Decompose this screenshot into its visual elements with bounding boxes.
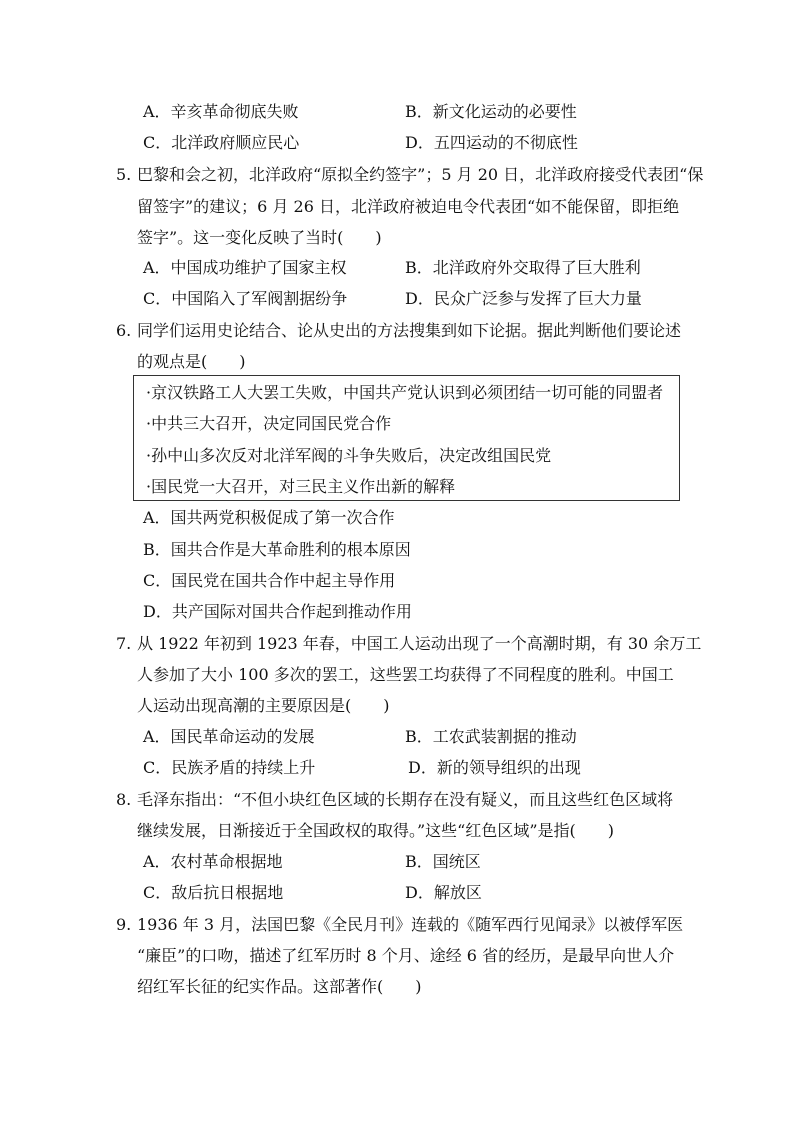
q9-stem-line-2: “廉臣”的口吻，描述了红军历时 8 个月、途经 6 省的经历，是最早向世人介	[137, 946, 675, 965]
q9-stem-line-3: 绍红军长征的纪实作品。这部著作( )	[137, 977, 422, 996]
q9-stem-line-1: 1936 年 3 月，法国巴黎《全民月刊》连载的《随军西行见闻录》以被俘军医	[137, 915, 684, 934]
q6-stem-line-1: 同学们运用史论结合、论从史出的方法搜集到如下论据。据此判断他们要论述	[137, 321, 682, 340]
q7-stem-line-3: 人运动出现高潮的主要原因是( )	[137, 696, 390, 715]
q8-stem-line-1: 毛泽东指出：“不但小块红色区域的长期存在没有疑义，而且这些红色区域将	[137, 790, 674, 809]
q5-option-d: D．民众广泛参与发挥了巨大力量	[405, 289, 642, 308]
q4-option-b: B．新文化运动的必要性	[405, 102, 577, 121]
q8-stem-line-2: 继续发展，日渐接近于全国政权的取得。”这些“红色区域”是指( )	[137, 821, 615, 840]
q6-number: 6.	[116, 321, 132, 340]
q8-number: 8.	[116, 790, 132, 809]
q5-stem-line-1: 巴黎和会之初，北洋政府“原拟全约签字”；5 月 20 日，北洋政府接受代表团“保	[137, 165, 704, 184]
q5-stem-line-2: 留签字”的建议；6 月 26 日，北洋政府被迫电令代表团“如不能保留，即拒绝	[137, 197, 680, 216]
q7-option-b: B．工农武装割据的推动	[405, 727, 577, 746]
q7-option-a: A．国民革命运动的发展	[143, 727, 315, 746]
q6-evidence-box	[133, 375, 680, 501]
q6-evidence-4: ·国民党一大召开，对三民主义作出新的解释	[146, 477, 456, 496]
q6-option-a: A．国共两党积极促成了第一次合作	[143, 508, 395, 527]
q9-number: 9.	[116, 915, 132, 934]
q8-option-c: C．敌后抗日根据地	[143, 883, 284, 902]
q6-option-d: D．共产国际对国共合作起到推动作用	[143, 602, 412, 621]
q6-evidence-2: ·中共三大召开，决定同国民党合作	[146, 414, 392, 433]
q6-option-c: C．国民党在国共合作中起主导作用	[143, 571, 396, 590]
q5-option-c: C．中国陷入了军阀割据纷争	[143, 289, 348, 308]
q6-option-b: B．国共合作是大革命胜利的根本原因	[143, 540, 411, 559]
q5-option-a: A．中国成功维护了国家主权	[143, 258, 347, 277]
q8-option-d: D．解放区	[405, 883, 482, 902]
q5-stem-line-3: 签字”。这一变化反映了当时( )	[137, 228, 382, 247]
q4-option-a: A．辛亥革命彻底失败	[143, 102, 299, 121]
q6-stem-line-2: 的观点是( )	[137, 352, 246, 371]
q8-option-b: B．国统区	[405, 852, 481, 871]
q8-option-a: A．农村革命根据地	[143, 852, 283, 871]
q6-evidence-3: ·孙中山多次反对北洋军阀的斗争失败后，决定改组国民党	[146, 446, 552, 465]
q7-option-c: C．民族矛盾的持续上升	[143, 758, 316, 777]
q7-stem-line-1: 从 1922 年初到 1923 年春，中国工人运动出现了一个高潮时期，有 30 余万工	[137, 634, 702, 653]
q5-option-b: B．北洋政府外交取得了巨大胜利	[405, 258, 641, 277]
q7-option-d: D．新的领导组织的出现	[408, 758, 581, 777]
q7-stem-line-2: 人参加了大小 100 多次的罢工，这些罢工均获得了不同程度的胜利。中国工	[137, 665, 674, 684]
q4-option-d: D．五四运动的不彻底性	[405, 133, 578, 152]
q5-number: 5.	[116, 165, 132, 184]
q4-option-c: C．北洋政府顺应民心	[143, 133, 300, 152]
q7-number: 7.	[116, 634, 132, 653]
q6-evidence-1: ·京汉铁路工人大罢工失败，中国共产党认识到必须团结一切可能的同盟者	[146, 383, 664, 402]
